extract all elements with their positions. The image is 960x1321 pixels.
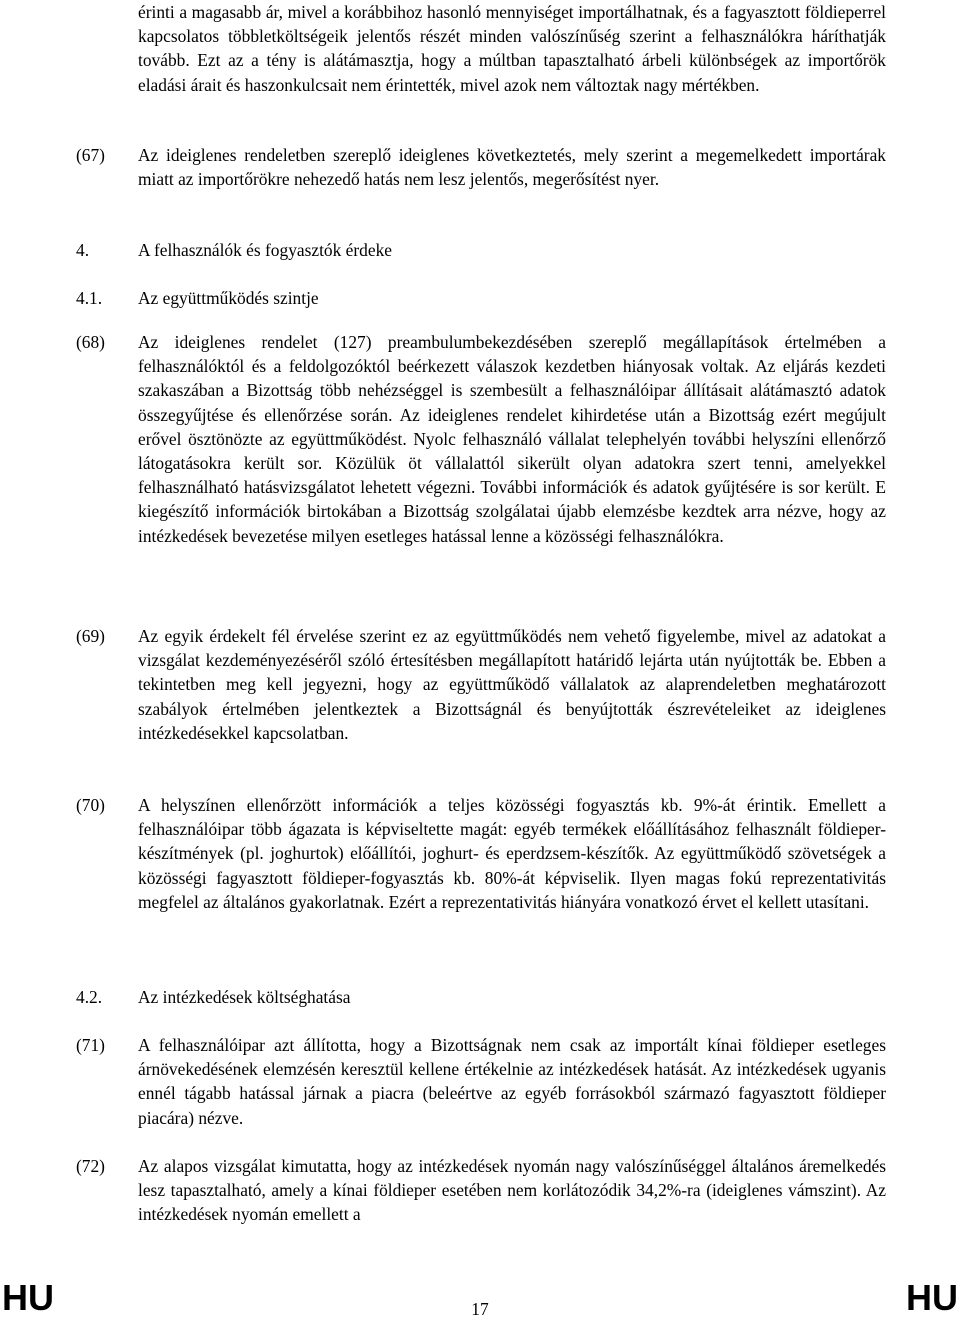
- para-number-72: (72): [76, 1156, 105, 1176]
- para-number-67: (67): [76, 145, 105, 165]
- footer-language-left: HU: [2, 1277, 54, 1318]
- section-number-4-1: 4.1.: [76, 288, 103, 308]
- paragraph-69: Az egyik érdekelt fél érvelése szerint ez az együttműködés nem vehető figyelembe, mivel az adatokat a vizsgálat kezdeményezéséről szóló értesítésben megállapított határidő lejárta után nyújtották be. Ebben a tekintetben meg kell jegyezni, hogy az együttműködő vállalatok az alaprendeletben meghatározott szabályok értelmében jelentkeztek a Bizottságnál és benyújtották észrevételeiket az ideiglenes intézkedésekkel kapcsolatban.: [138, 626, 886, 743]
- paragraph-71: A felhasználóipar azt állította, hogy a Bizottságnak nem csak az importált kínai földieper esetleges árnövekedésének elemzésén keresztül kellene értékelnie az intézkedések hatását. Az intézkedések ugyanis ennél tágabb hatással járnak a piacra (beleértve az egyéb forrásokból származó fagyasztott földieper piacára) nézve.: [138, 1035, 886, 1128]
- para-number-70: (70): [76, 795, 105, 815]
- section-title-4-1: Az együttműködés szintje: [138, 288, 319, 308]
- para-number-71: (71): [76, 1035, 105, 1055]
- paragraph-68: Az ideiglenes rendelet (127) preambulumbekezdésében szereplő megállapítások értelmében a felhasználóktól és a feldolgozóktól beérkezett válaszok kezdetben hiányosak voltak. Az eljárás kezdeti szakaszában a Bizottság több nehézséggel is szembesült a felhasználóipar állításait alátámasztó adatok összegyűjtése és ellenőrzése során. Az ideiglenes rendelet kihirdetése után a Bizottság ezért megújult erővel ösztönözte az együttműködést. Nyolc felhasználó vállalat telephelyén további helyszíni ellenőrző látogatásokra került sor. Közülük öt vállalattól sikerült olyan adatokra szert tenni, amelyekkel felhasználható hatásvizsgálatot lehetett végezni. További információk és adatok gyűjtésére is sor került. E kiegészítő információk birtokában a Bizottság szolgálatai újabb elemzésbe kezdtek arra nézve, hogy az intézkedések bevezetése milyen esetleges hatással lenne a közösségi felhasználókra.: [138, 332, 886, 546]
- intro-paragraph: érinti a magasabb ár, mivel a korábbihoz hasonló mennyiséget importálhatnak, és a fagyasztott földieperrel kapcsolatos többletköltségeik jelentős részét minden valószínűség szerint a felhasználókra háríthatják tovább. Ezt az a tény is alátámasztja, hogy a múltban tapasztalható árbeli különbségek az importőrök eladási árait és haszonkulcsait nem érintették, mivel azok nem változtak nagy mértékben.: [138, 2, 886, 95]
- section-number-4-2: 4.2.: [76, 987, 103, 1007]
- section-title-4-2: Az intézkedések költséghatása: [138, 987, 351, 1007]
- section-number-4: 4.: [76, 240, 90, 260]
- footer-page-number: 17: [471, 1299, 489, 1319]
- section-title-4: A felhasználók és fogyasztók érdeke: [138, 240, 392, 260]
- para-number-69: (69): [76, 626, 105, 646]
- paragraph-72: Az alapos vizsgálat kimutatta, hogy az intézkedések nyomán nagy valószínűséggel általános áremelkedés lesz tapasztalható, amely a kínai földieper esetében nem korlátozódik 34,2%-ra (ideiglenes vámszint). Az intézkedések nyomán emellett a: [138, 1156, 886, 1225]
- paragraph-67: Az ideiglenes rendeletben szereplő ideiglenes következtetés, mely szerint a megemelkedett importárak miatt az importőrökre nehezedő hatás nem lesz jelentős, megerősítést nyer.: [138, 145, 886, 190]
- paragraph-70: A helyszínen ellenőrzött információk a teljes közösségi fogyasztás kb. 9%-át érintik. Emellett a felhasználóipar több ágazata is képviseltette magát: egyéb termékek előállításához felhasznált földieper-készítmények (pl. joghurtok) előállítói, joghurt- és eperdzsem-készítők. Az együttműködő szövetségek a közösségi fagyasztott földieper-fogyasztás kb. 80%-át képviselik. Ilyen magas fokú reprezentativitás megfelel az általános gyakorlatnak. Ezért a reprezentativitás hiányára vonatkozó érvet el kellett utasítani.: [138, 795, 886, 912]
- footer-language-right: HU: [906, 1277, 958, 1318]
- para-number-68: (68): [76, 332, 105, 352]
